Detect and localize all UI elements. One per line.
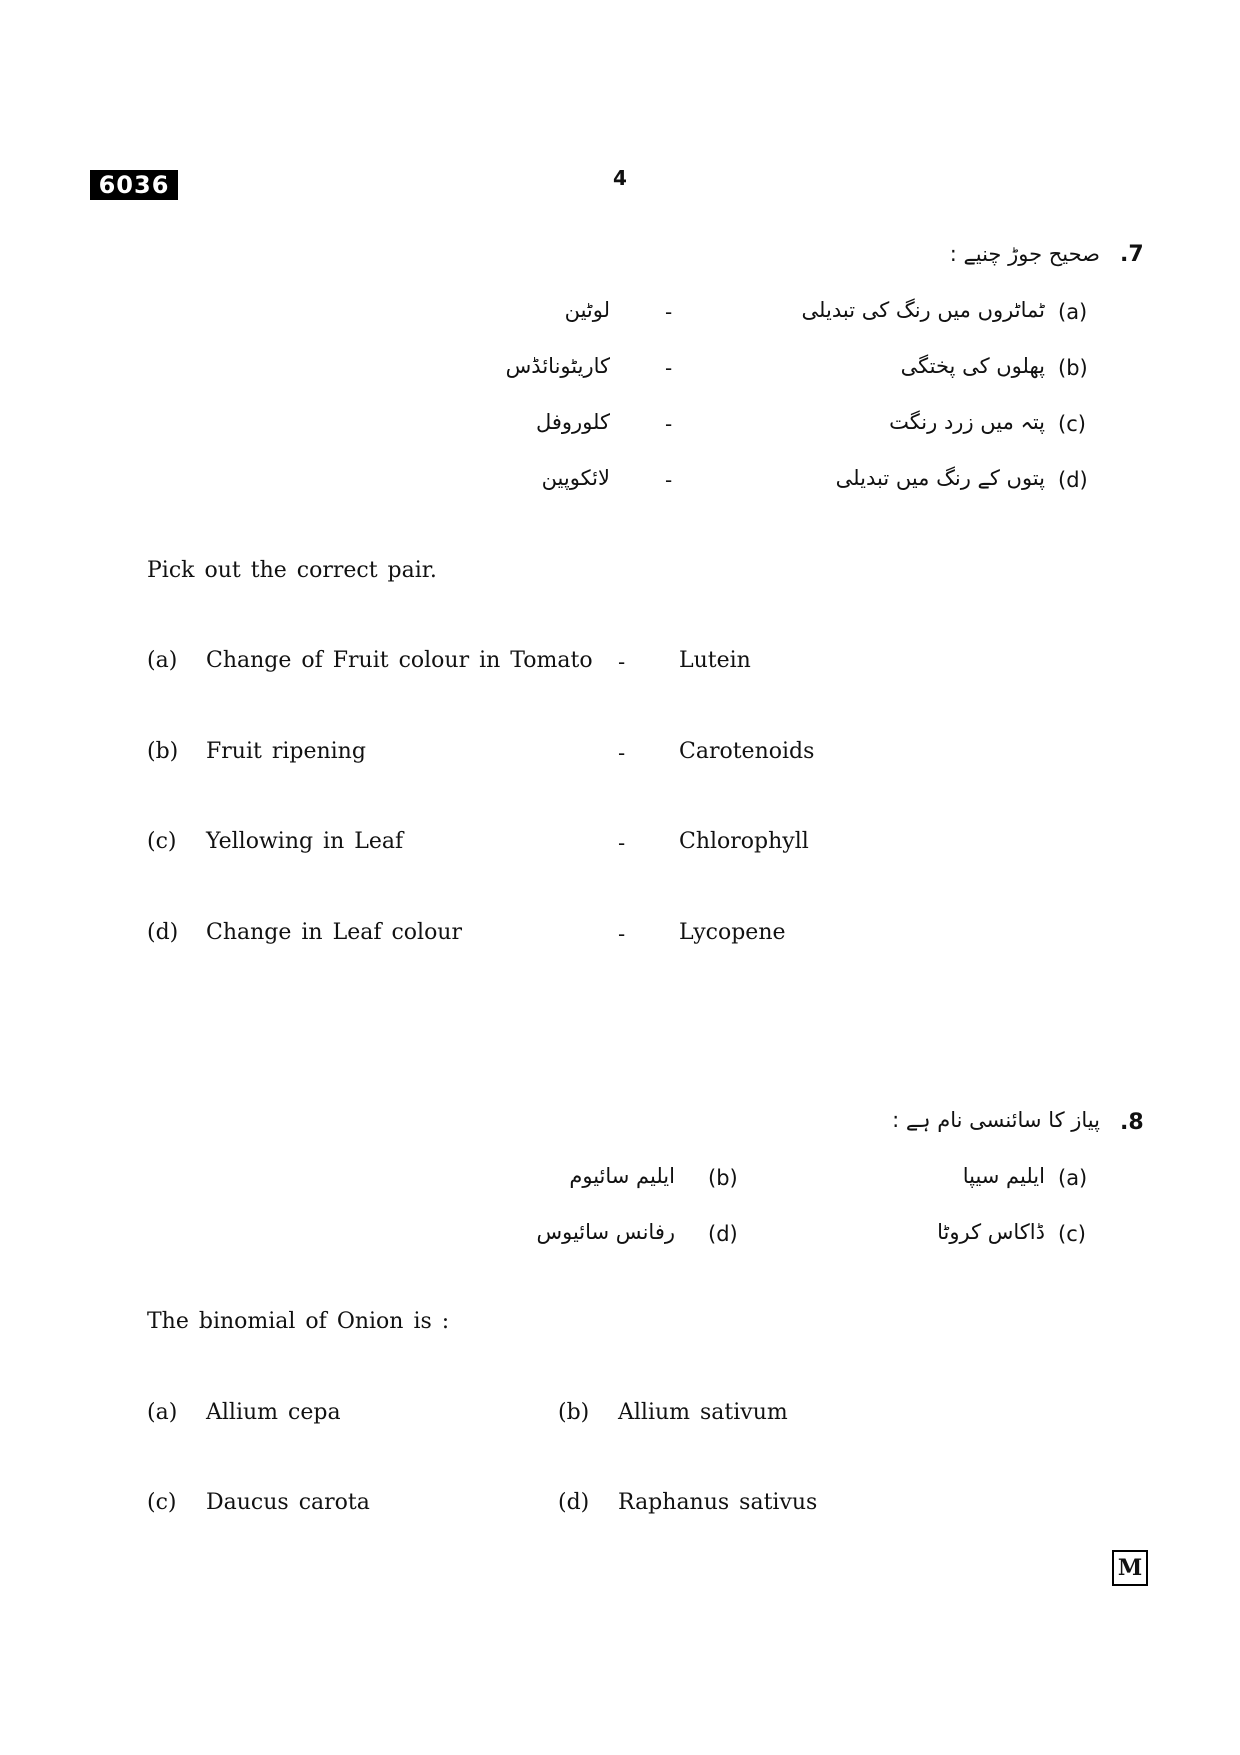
q7-urdu-option-right: لائکوپین — [541, 466, 610, 490]
q7-number: .7 — [1120, 242, 1144, 267]
q7-urdu-option-label: (c) — [1058, 412, 1086, 436]
q7-option-right: Chlorophyll — [679, 829, 809, 854]
q7-urdu-option-label: (a) — [1058, 300, 1088, 324]
q8-option-text: Allium cepa — [206, 1400, 341, 1425]
q8-option-label: (b) — [558, 1400, 590, 1425]
q8-english-prompt: The binomial of Onion is : — [147, 1309, 450, 1334]
q7-urdu-option-left: پتوں کے رنگ میں تبدیلی — [835, 466, 1045, 490]
q8-urdu-option-text: رفانس سائیوس — [536, 1220, 675, 1244]
q7-urdu-option-right: کلوروفل — [535, 410, 610, 434]
q8-option-text: Daucus carota — [206, 1490, 370, 1515]
q7-english-prompt: Pick out the correct pair. — [147, 558, 437, 583]
q7-option-label: (b) — [147, 739, 179, 764]
q7-urdu-option-dash: - — [665, 356, 673, 380]
paper-code-badge: 6036 — [90, 170, 178, 200]
q7-option-right: Lycopene — [679, 920, 786, 945]
page-number: 4 — [613, 166, 627, 190]
q8-urdu-option-label: (a) — [1058, 1166, 1088, 1190]
q7-urdu-option-right: کاریٹونائڈس — [505, 354, 610, 378]
q8-urdu-prompt: پیاز کا سائنسی نام ہے : — [892, 1108, 1100, 1132]
q7-option-dash: - — [618, 741, 626, 765]
q7-urdu-option-label: (d) — [1058, 468, 1088, 492]
q8-option-label: (d) — [558, 1490, 590, 1515]
q7-option-dash: - — [618, 650, 626, 674]
q8-urdu-option-text: ایلیم سائیوم — [569, 1164, 675, 1188]
q8-option-text: Allium sativum — [618, 1400, 788, 1425]
q7-option-left: Change of Fruit colour in Tomato — [206, 648, 593, 673]
q7-option-right: Lutein — [679, 648, 751, 673]
q7-urdu-option-dash: - — [665, 468, 673, 492]
q7-option-dash: - — [618, 831, 626, 855]
q8-urdu-option-label: (d) — [708, 1222, 738, 1246]
q7-urdu-option-right: لوٹین — [564, 298, 610, 322]
q8-urdu-option-text: ایلیم سیپا — [962, 1164, 1045, 1188]
q8-option-label: (c) — [147, 1490, 177, 1515]
q7-urdu-option-left: پتہ میں زرد رنگت — [889, 410, 1045, 434]
q7-option-left: Change in Leaf colour — [206, 920, 462, 945]
q7-option-right: Carotenoids — [679, 739, 815, 764]
q7-option-left: Fruit ripening — [206, 739, 366, 764]
q7-urdu-option-dash: - — [665, 412, 673, 436]
q8-urdu-option-text: ڈاکاس کروٹا — [937, 1220, 1045, 1244]
q8-option-text: Raphanus sativus — [618, 1490, 818, 1515]
q8-option-label: (a) — [147, 1400, 178, 1425]
q7-option-label: (a) — [147, 648, 178, 673]
q7-option-label: (d) — [147, 920, 179, 945]
q7-option-left: Yellowing in Leaf — [206, 829, 404, 854]
q8-urdu-option-label: (c) — [1058, 1222, 1086, 1246]
q7-urdu-prompt: صحیح جوڑ چنیے : — [949, 242, 1100, 266]
q7-urdu-option-left: ٹماٹروں میں رنگ کی تبدیلی — [801, 298, 1045, 322]
q7-urdu-option-dash: - — [665, 300, 673, 324]
q8-number: .8 — [1120, 1110, 1144, 1135]
q7-option-label: (c) — [147, 829, 177, 854]
q7-urdu-option-label: (b) — [1058, 356, 1088, 380]
q7-urdu-option-left: پھلوں کی پختگی — [900, 354, 1045, 378]
page-mark-box: M — [1112, 1550, 1148, 1586]
q7-option-dash: - — [618, 922, 626, 946]
q8-urdu-option-label: (b) — [708, 1166, 738, 1190]
